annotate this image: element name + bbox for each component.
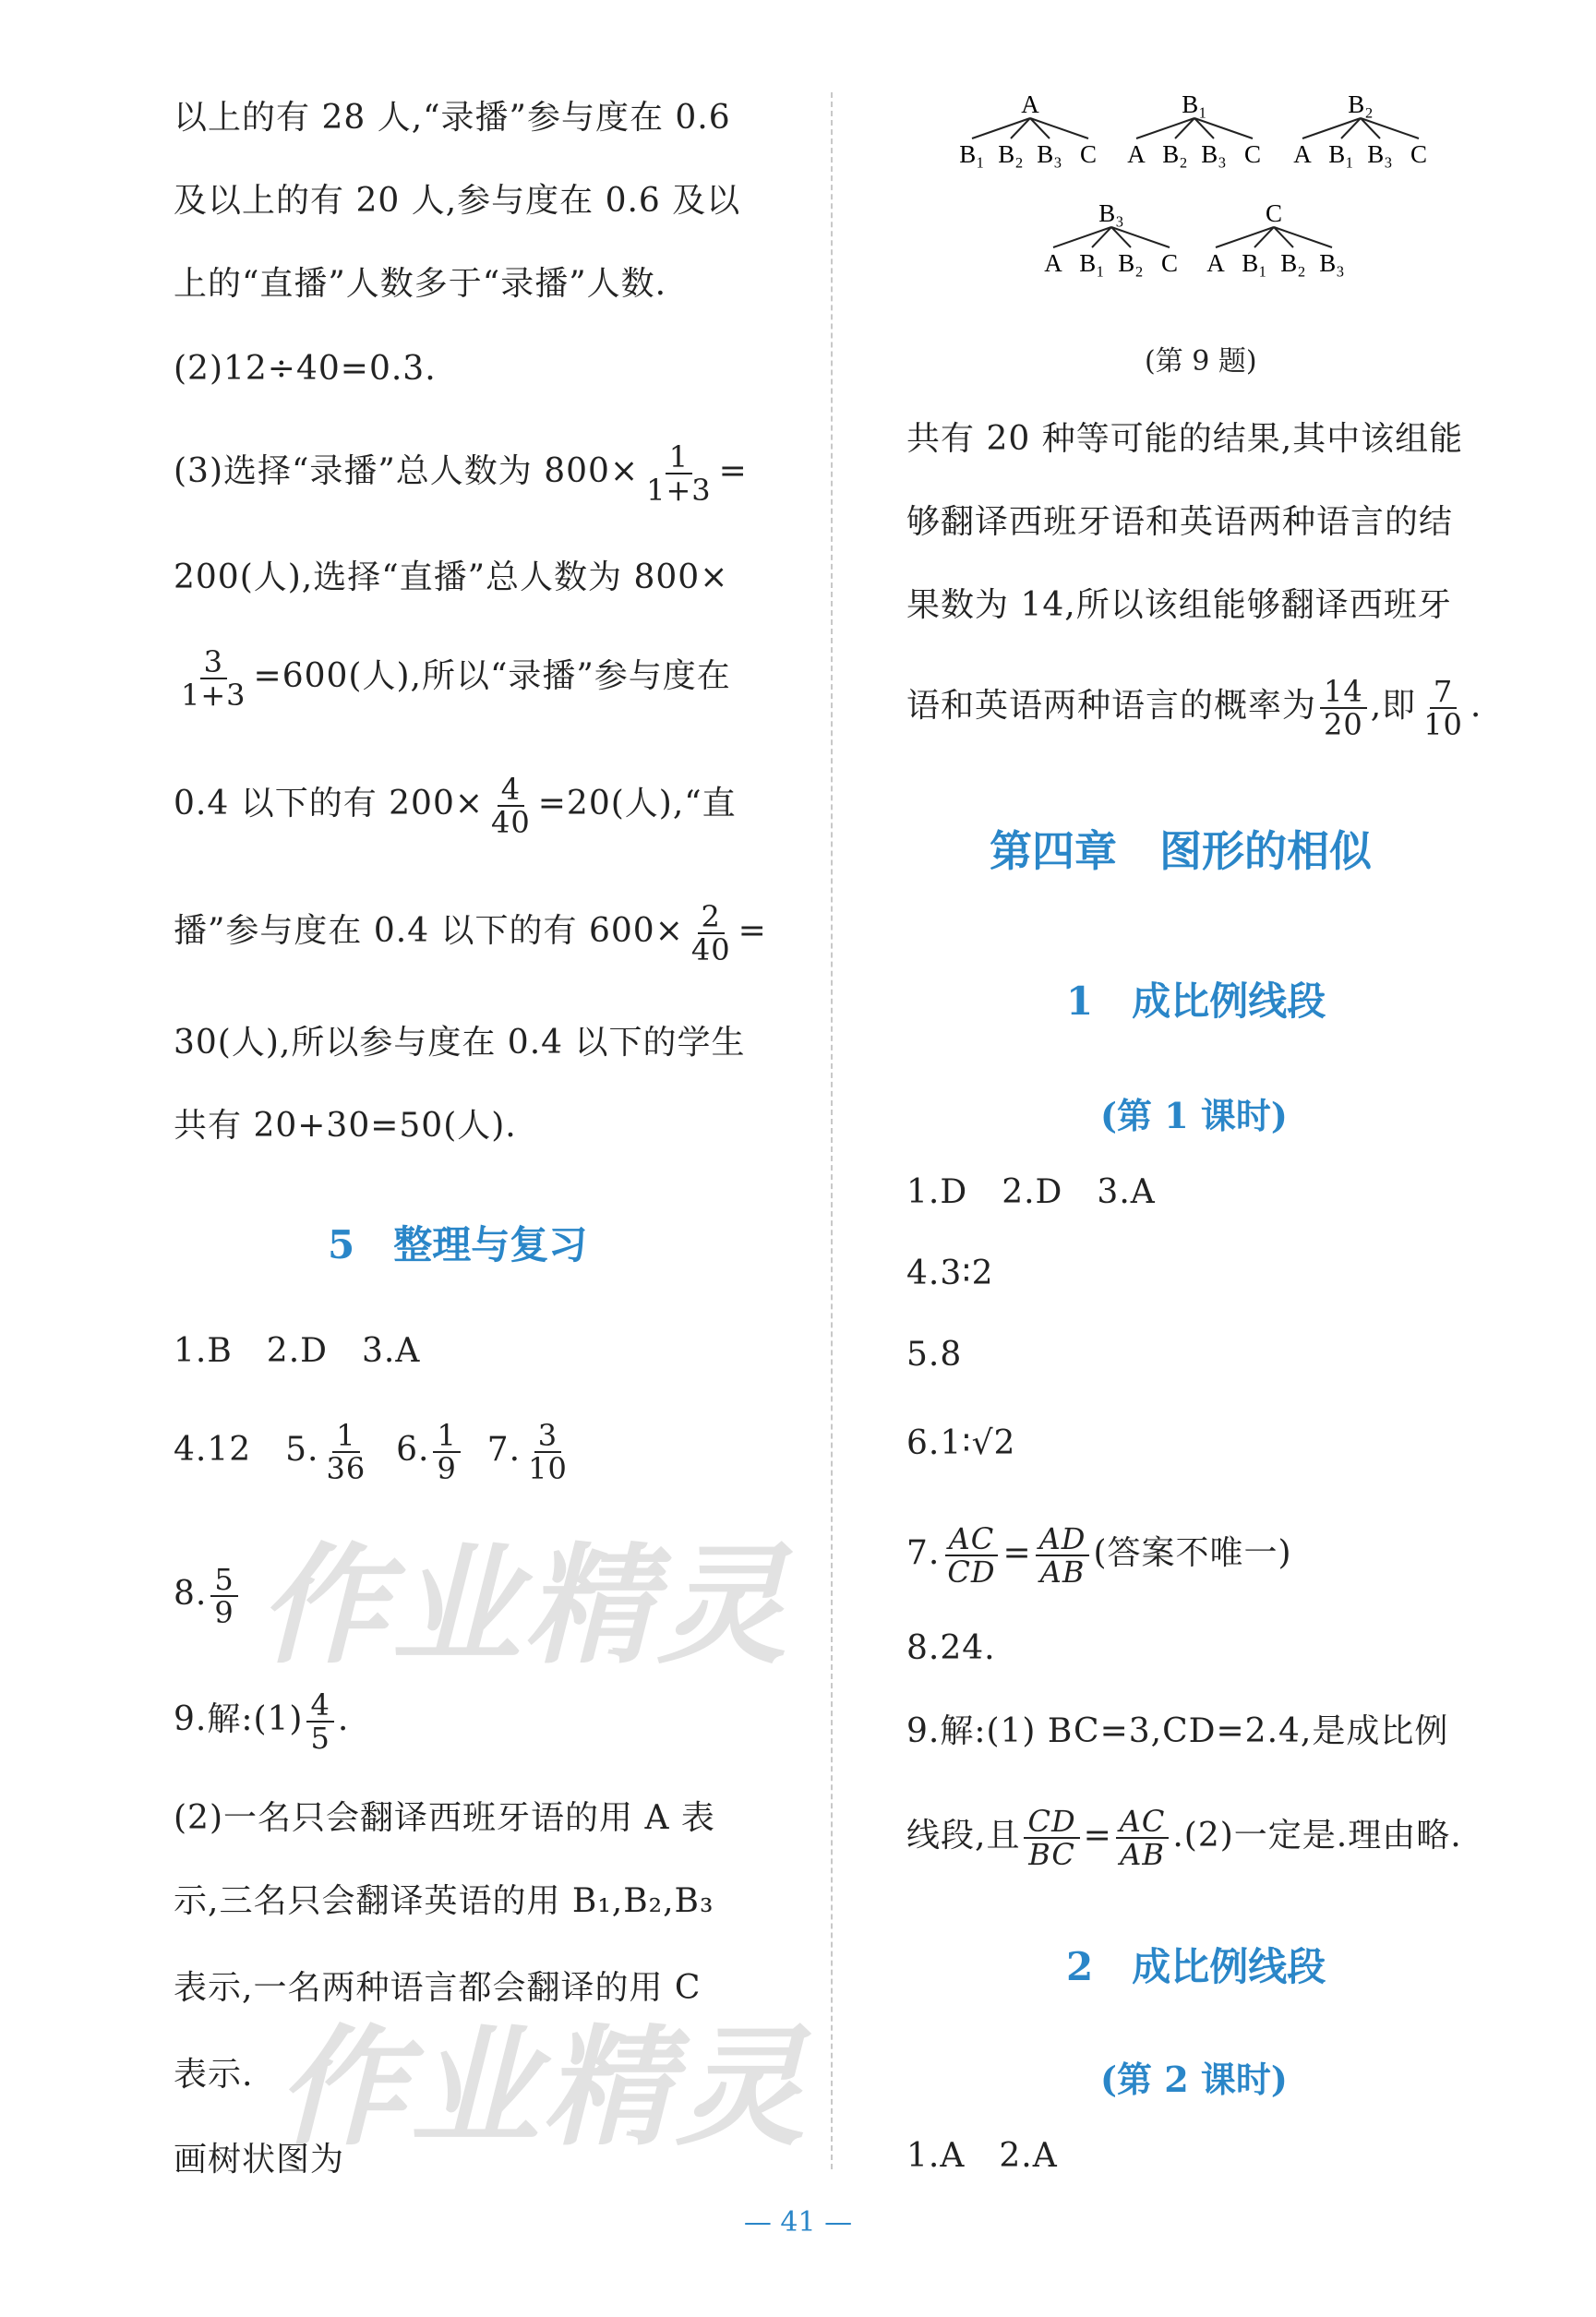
tree-leaf-label: B₂ (1280, 249, 1306, 277)
denominator: 9 (437, 1451, 457, 1486)
text-run: (3)选择“录播”总人数为 800× (174, 452, 640, 490)
text-line: 够翻译西班牙语和英语两种语言的结 (906, 503, 1454, 541)
tree-leaf-label: A (1127, 140, 1146, 168)
text-line: 上的“直播”人数多于“录播”人数. (174, 265, 667, 303)
denominator: 10 (528, 1451, 568, 1486)
text-run: =20(人),“直 (537, 785, 737, 822)
tree-leaf-label: B₁ (1242, 249, 1267, 277)
section-heading: 1 成比例线段 (1066, 978, 1326, 1024)
numerator: 3 (200, 646, 227, 679)
tree-leaf-label: C (1410, 140, 1428, 168)
tree-diagram (951, 90, 1468, 305)
chapter-heading: 第四章 图形的相似 (990, 826, 1372, 876)
text-run: 播”参与度在 0.4 以下的有 600× (174, 912, 684, 950)
fraction (524, 1420, 571, 1484)
column-divider (831, 92, 833, 2169)
denominator: 1+3 (181, 678, 246, 713)
numerator: CD (1024, 1806, 1079, 1839)
numerator: 4 (306, 1689, 333, 1723)
text-run: 4.12 5. (174, 1431, 319, 1469)
text-line (906, 1806, 1462, 1870)
text-run: 语和英语两种语言的概率为 (906, 687, 1317, 725)
text-run: =600(人),所以“录播”参与度在 (253, 657, 731, 695)
tree-leaf-label: A (1293, 140, 1312, 168)
numerator: 4 (498, 774, 524, 807)
tree-leaf-label: C (1243, 140, 1262, 168)
numerator: 5 (210, 1564, 237, 1597)
text-line: 4.3∶2 (906, 1255, 994, 1292)
numerator: 7 (1430, 676, 1457, 709)
tree-root-label: A (1021, 90, 1039, 118)
text-line (906, 676, 1482, 740)
fraction (642, 441, 715, 506)
fraction (177, 646, 250, 711)
text-line: 以上的有 28 人,“录播”参与度在 0.6 (174, 99, 731, 137)
tree-root-label: C (1265, 199, 1283, 227)
fraction (487, 774, 534, 838)
text-line: 示,三名只会翻译英语的用 B₁,B₂,B₃ (174, 1882, 714, 1920)
text-line: (2)一名只会翻译西班牙语的用 A 表 (174, 1799, 715, 1837)
text-line: 8.24. (906, 1629, 996, 1667)
tree-leaf-label: C (1160, 249, 1179, 277)
denominator: CD (947, 1555, 996, 1590)
fraction (943, 1523, 999, 1588)
tree-root-label: B₂ (1348, 90, 1374, 118)
text-line: 表示. (174, 2056, 254, 2094)
text-run: (答案不唯一) (1093, 1534, 1292, 1572)
text-run: 线段,且 (906, 1817, 1021, 1855)
tree-leaf-label: B₂ (998, 140, 1024, 168)
section-heading: 2 成比例线段 (1066, 1944, 1326, 1989)
tree-leaf-label: C (1079, 140, 1098, 168)
figure-caption: (第 9 题) (1145, 345, 1257, 378)
text-line: 1.D 2.D 3.A (906, 1173, 1156, 1211)
tree-root-label: B₃ (1098, 199, 1124, 227)
text-line (174, 1564, 242, 1628)
text-line (174, 1420, 575, 1484)
watermark: 作业精灵 (277, 2013, 810, 2164)
fraction (323, 1420, 370, 1484)
tree-leaf-label: B₂ (1162, 140, 1188, 168)
tree-leaf-label: B₂ (1118, 249, 1144, 277)
fraction (210, 1564, 237, 1628)
text-line: 200(人),选择“直播”总人数为 800× (174, 558, 729, 596)
fraction (306, 1689, 333, 1754)
fraction (1116, 1806, 1170, 1870)
text-line: 画树状图为 (174, 2141, 345, 2179)
tree-leaf-label: B₁ (1079, 249, 1105, 277)
text-run: = (1002, 1534, 1032, 1572)
lesson-heading: (第 2 课时) (1100, 2059, 1288, 2100)
text-run: .(2)一定是.理由略. (1172, 1817, 1462, 1855)
fraction (688, 901, 735, 966)
denominator: AB (1120, 1837, 1165, 1872)
text-line: 共有 20 种等可能的结果,其中该组能 (906, 420, 1464, 458)
denominator: 9 (214, 1595, 234, 1630)
denominator: 5 (310, 1721, 330, 1756)
fraction (1024, 1806, 1079, 1870)
denominator: 36 (326, 1451, 366, 1486)
tree-leaf-label: B₃ (1367, 140, 1393, 168)
denominator: 40 (491, 805, 531, 840)
text-line: 1.B 2.D 3.A (174, 1332, 421, 1370)
denominator: 20 (1324, 707, 1363, 742)
text-run: = (1083, 1817, 1112, 1855)
text-run: 7. (906, 1534, 941, 1572)
tree-leaf-label: B₁ (959, 140, 985, 168)
numerator: 1 (332, 1420, 359, 1453)
numerator: AD (1036, 1523, 1090, 1556)
text-run: ,即 (1370, 687, 1417, 725)
text-line: 表示,一名两种语言都会翻译的用 C (174, 1969, 702, 2007)
text-line: (2)12÷40=0.3. (174, 350, 437, 388)
numerator: AC (945, 1523, 999, 1556)
tree-leaf-label: A (1206, 249, 1225, 277)
text-run: 6. (396, 1431, 430, 1469)
text-line: 5.8 (906, 1336, 963, 1374)
denominator: 10 (1423, 707, 1463, 742)
tree-leaf-label: B₁ (1328, 140, 1354, 168)
text-line (174, 901, 767, 966)
denominator: 1+3 (646, 473, 712, 508)
text-run: 8. (174, 1575, 208, 1613)
denominator: AB (1039, 1555, 1086, 1590)
numerator: 1 (433, 1420, 460, 1453)
fraction (1420, 676, 1467, 740)
tree-leaf-label: B₃ (1319, 249, 1345, 277)
tree-leaf-label: B₃ (1201, 140, 1227, 168)
text-line: 9.解:(1) BC=3,CD=2.4,是成比例 (906, 1712, 1449, 1750)
numerator: 2 (698, 901, 725, 934)
text-run: = (738, 912, 767, 950)
text-run: 9.解:(1) (174, 1700, 304, 1738)
tree-root-label: B₁ (1182, 90, 1207, 118)
fraction (1320, 676, 1367, 740)
text-line (906, 1523, 1292, 1588)
text-run: . (1470, 687, 1482, 725)
numerator: 1 (666, 441, 692, 474)
text-line: 共有 20+30=50(人). (174, 1107, 517, 1145)
text-line (174, 441, 748, 506)
denominator: BC (1028, 1837, 1075, 1872)
text-run: . (337, 1700, 350, 1738)
text-line: 及以上的有 20 人,参与度在 0.6 及以 (174, 182, 741, 220)
denominator: 40 (690, 932, 731, 967)
text-line (174, 646, 731, 711)
tree-leaf-label: A (1044, 249, 1062, 277)
text-line: 30(人),所以参与度在 0.4 以下的学生 (174, 1024, 746, 1062)
text-line: 1.A 2.A (906, 2137, 1058, 2175)
page-number: — 41 — (743, 2206, 853, 2239)
text-run: 0.4 以下的有 200× (174, 785, 485, 822)
lesson-heading: (第 1 课时) (1100, 1095, 1288, 1136)
tree-leaf-label: B₃ (1037, 140, 1062, 168)
numerator: 3 (534, 1420, 561, 1453)
fraction (433, 1420, 460, 1484)
text-run: = (718, 452, 748, 490)
numerator: AC (1116, 1806, 1170, 1839)
section-heading: 5 整理与复习 (328, 1222, 588, 1267)
text-run: 7. (486, 1431, 522, 1469)
watermark: 作业精灵 (258, 1531, 791, 1682)
text-line: 6.1∶√2 (906, 1424, 1016, 1462)
text-line (174, 774, 737, 838)
numerator: 14 (1320, 676, 1367, 709)
text-line: 果数为 14,所以该组能够翻译西班牙 (906, 586, 1452, 624)
fraction (1036, 1523, 1090, 1588)
text-line (174, 1689, 349, 1754)
